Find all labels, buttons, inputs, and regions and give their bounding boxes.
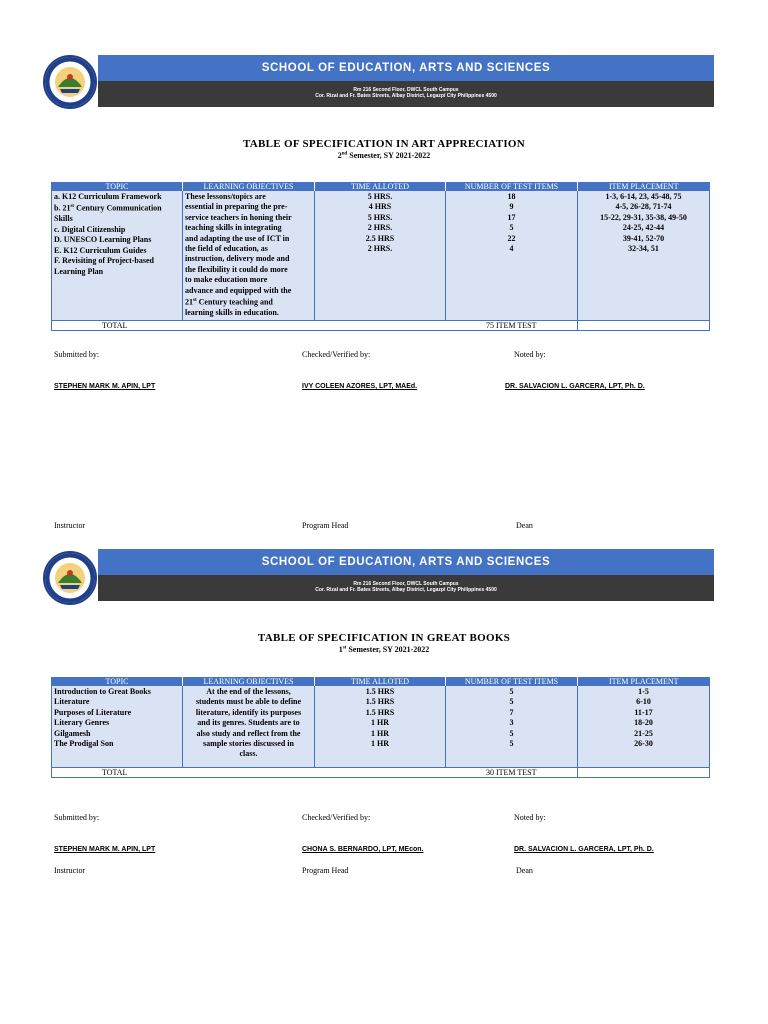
address-line-2: Cor. Rizal and Fr. Bates Streets, Albay District, Legazpi City Philippines 4500 bbox=[315, 93, 497, 99]
placement-value: 1-3, 6-14, 23, 45-48, 75 bbox=[605, 192, 682, 201]
objective-line: At the end of the lessons, bbox=[206, 687, 291, 696]
role-program-head: Program Head bbox=[302, 521, 349, 530]
topic-item: a. K12 Curriculum Framework bbox=[54, 192, 162, 201]
items-value: 4 bbox=[509, 244, 514, 254]
school-seal-icon bbox=[45, 553, 95, 603]
placement-value: 15-22, 29-31, 35-38, 49-50 bbox=[600, 212, 687, 222]
topic-item: F. Revisiting of Project-based bbox=[54, 256, 154, 266]
time-value: 5 HRS. bbox=[367, 192, 393, 201]
submitted-name: STEPHEN MARK M. APIN, LPT bbox=[54, 846, 156, 853]
objective-line: the flexibility it could do more bbox=[185, 264, 288, 274]
school-logo bbox=[43, 551, 97, 605]
items-value: 5 bbox=[509, 687, 514, 696]
placement-value: 24-25, 42-44 bbox=[622, 223, 665, 233]
address-banner bbox=[98, 575, 714, 601]
items-value: 5 bbox=[509, 697, 514, 707]
objective-line: students must be able to define bbox=[195, 697, 302, 707]
role-dean: Dean bbox=[516, 521, 533, 530]
placement-cell bbox=[578, 686, 710, 767]
items-cell bbox=[446, 686, 578, 767]
items-cell bbox=[446, 191, 578, 320]
noted-name: DR. SALVACION L. GARCERA, LPT, Ph. D. bbox=[505, 383, 645, 390]
semester-number: 1 bbox=[338, 645, 343, 654]
school-logo bbox=[43, 55, 97, 109]
time-value: 1.5 HRS bbox=[365, 697, 395, 707]
time-value: 1 HR bbox=[371, 718, 389, 728]
specification-table bbox=[51, 677, 710, 778]
role-instructor: Instructor bbox=[54, 866, 86, 875]
col-items: NUMBER OF TEST ITEMS bbox=[446, 182, 578, 191]
items-value: 17 bbox=[507, 212, 516, 222]
objective-line: essential in preparing the pre- bbox=[185, 202, 288, 212]
time-cell bbox=[315, 191, 446, 320]
noted-label: Noted by: bbox=[514, 350, 546, 359]
topics-cell bbox=[52, 686, 183, 767]
semester-text: Semester, SY 2021-2022 bbox=[347, 151, 431, 160]
total-placement-blank bbox=[578, 767, 710, 777]
semester-suffix: nd bbox=[341, 151, 348, 157]
objective-line: class. bbox=[239, 749, 258, 759]
checked-name: IVY COLEEN AZORES, LPT, MAEd. bbox=[302, 383, 418, 390]
role-dean: Dean bbox=[516, 866, 533, 875]
table-header-row bbox=[52, 182, 710, 191]
objective-line: also study and reflect from the bbox=[196, 728, 301, 738]
specification-table bbox=[51, 182, 710, 331]
school-seal-icon bbox=[45, 57, 95, 107]
objective-line: to make education more bbox=[185, 275, 268, 285]
topic-item: D. UNESCO Learning Plans bbox=[54, 235, 152, 245]
objective-line: learning skills in education. bbox=[185, 308, 279, 318]
checked-label: Checked/Verified by: bbox=[302, 813, 371, 822]
address-banner bbox=[98, 81, 714, 107]
topic-item: Gilgamesh bbox=[54, 728, 91, 738]
topic-item: E. K12 Curriculum Guides bbox=[54, 245, 147, 255]
topic-item: Literature bbox=[54, 697, 90, 707]
submitted-label: Submitted by: bbox=[54, 350, 100, 359]
objective-line: advance and equipped with the bbox=[185, 285, 292, 295]
time-value: 2 HRS. bbox=[367, 223, 393, 233]
submitted-name: STEPHEN MARK M. APIN, LPT bbox=[54, 383, 156, 390]
time-value: 2 HRS. bbox=[367, 244, 393, 254]
items-value: 5 bbox=[509, 728, 514, 738]
col-items: NUMBER OF TEST ITEMS bbox=[446, 677, 578, 686]
col-topic: TOPIC bbox=[52, 182, 183, 191]
items-value: 5 bbox=[509, 223, 514, 233]
objective-line: and adapting the use of ICT in bbox=[185, 233, 290, 243]
school-name-banner: SCHOOL OF EDUCATION, ARTS AND SCIENCES bbox=[98, 549, 714, 575]
objective-line: teaching skills in integrating bbox=[185, 223, 282, 233]
time-value: 1.5 HRS bbox=[365, 687, 395, 696]
time-cell bbox=[315, 686, 446, 767]
semester-number: 2 bbox=[337, 151, 342, 160]
placement-value: 26-30 bbox=[634, 739, 653, 749]
topic-item: b. 21st Century Communication bbox=[54, 204, 162, 214]
noted-name: DR. SALVACION L. GARCERA, LPT, Ph. D. bbox=[514, 846, 654, 853]
col-time: TIME ALLOTED bbox=[315, 182, 446, 191]
placement-value: 4-5, 26-28, 71-74 bbox=[615, 202, 672, 212]
objective-line: and its genres. Students are to bbox=[197, 718, 300, 728]
placement-cell bbox=[578, 191, 710, 320]
time-value: 1 HR bbox=[371, 739, 389, 749]
semester-line bbox=[0, 151, 768, 160]
doc-title: TABLE OF SPECIFICATION IN GREAT BOOKS bbox=[257, 632, 511, 644]
items-value: 9 bbox=[509, 202, 514, 212]
school-name-banner: SCHOOL OF EDUCATION, ARTS AND SCIENCES bbox=[98, 55, 714, 81]
total-items: 75 ITEM TEST bbox=[446, 320, 578, 330]
role-program-head: Program Head bbox=[302, 866, 349, 875]
topic-item: Introduction to Great Books bbox=[54, 687, 151, 696]
objective-line: sample stories discussed in bbox=[203, 739, 294, 749]
address-line-2: Cor. Rizal and Fr. Bates Streets, Albay District, Legazpi City Philippines 4500 bbox=[315, 587, 497, 593]
col-time: TIME ALLOTED bbox=[315, 677, 446, 686]
noted-label: Noted by: bbox=[514, 813, 546, 822]
address-line-1: Rm 216 Second Floor, DWCL South Campus bbox=[353, 87, 459, 93]
objectives-cell bbox=[183, 686, 315, 767]
role-instructor: Instructor bbox=[54, 521, 86, 530]
placement-value: 1-5 bbox=[638, 687, 649, 696]
topic-item: Skills bbox=[54, 214, 73, 224]
time-value: 2.5 HRS bbox=[365, 233, 395, 243]
semester-text: Semester, SY 2021-2022 bbox=[346, 645, 430, 654]
objective-line: These lessons/topics are bbox=[185, 192, 266, 201]
objective-line: service teachers in honing their bbox=[185, 212, 292, 222]
objectives-cell bbox=[183, 191, 315, 320]
objective-line: instruction, delivery mode and bbox=[185, 254, 290, 264]
topic-item: Literary Genres bbox=[54, 718, 110, 728]
total-label: TOTAL bbox=[52, 767, 446, 777]
time-value: 1.5 HRS bbox=[365, 707, 395, 717]
total-row bbox=[52, 320, 710, 330]
col-placement: ITEM PLACEMENT bbox=[578, 677, 710, 686]
col-topic: TOPIC bbox=[52, 677, 183, 686]
objective-line: literature, identify its purposes bbox=[195, 707, 302, 717]
table-body-row bbox=[52, 191, 710, 320]
total-items: 30 ITEM TEST bbox=[446, 767, 578, 777]
placement-value: 6-10 bbox=[636, 697, 651, 707]
address-line-1: Rm 216 Second Floor, DWCL South Campus bbox=[353, 581, 459, 587]
items-value: 18 bbox=[507, 192, 516, 201]
total-placement-blank bbox=[578, 320, 710, 330]
doc-title: TABLE OF SPECIFICATION IN ART APPRECIATION bbox=[242, 138, 526, 150]
table-body-row bbox=[52, 686, 710, 767]
placement-value: 39-41, 52-70 bbox=[622, 233, 665, 243]
topic-item: Purposes of Literature bbox=[54, 707, 132, 717]
time-value: 4 HRS bbox=[368, 202, 392, 212]
placement-value: 21-25 bbox=[634, 728, 653, 738]
placement-value: 32-34, 51 bbox=[628, 244, 659, 254]
placement-value: 18-20 bbox=[634, 718, 653, 728]
submitted-label: Submitted by: bbox=[54, 813, 100, 822]
items-value: 5 bbox=[509, 739, 514, 749]
time-value: 5 HRS. bbox=[367, 212, 393, 222]
topic-item: Learning Plan bbox=[54, 266, 104, 276]
col-objectives: LEARNING OBJECTIVES bbox=[183, 677, 315, 686]
objective-line: the field of education, as bbox=[185, 244, 268, 254]
semester-line bbox=[0, 645, 768, 654]
total-label: TOTAL bbox=[52, 320, 446, 330]
topics-cell bbox=[52, 191, 183, 320]
time-value: 1 HR bbox=[371, 728, 389, 738]
items-value: 22 bbox=[507, 233, 516, 243]
topic-item: The Prodigal Son bbox=[54, 739, 114, 749]
col-placement: ITEM PLACEMENT bbox=[578, 182, 710, 191]
items-value: 3 bbox=[509, 718, 514, 728]
topic-item: c. Digital Citizenship bbox=[54, 224, 126, 234]
placement-value: 11-17 bbox=[634, 707, 653, 717]
semester-suffix: st bbox=[342, 645, 347, 651]
col-objectives: LEARNING OBJECTIVES bbox=[183, 182, 315, 191]
checked-label: Checked/Verified by: bbox=[302, 350, 371, 359]
objective-line: 21st Century teaching and bbox=[185, 297, 273, 307]
table-header-row bbox=[52, 677, 710, 686]
checked-name: CHONA S. BERNARDO, LPT, MEcon. bbox=[302, 846, 424, 853]
total-row bbox=[52, 767, 710, 777]
items-value: 7 bbox=[509, 707, 514, 717]
